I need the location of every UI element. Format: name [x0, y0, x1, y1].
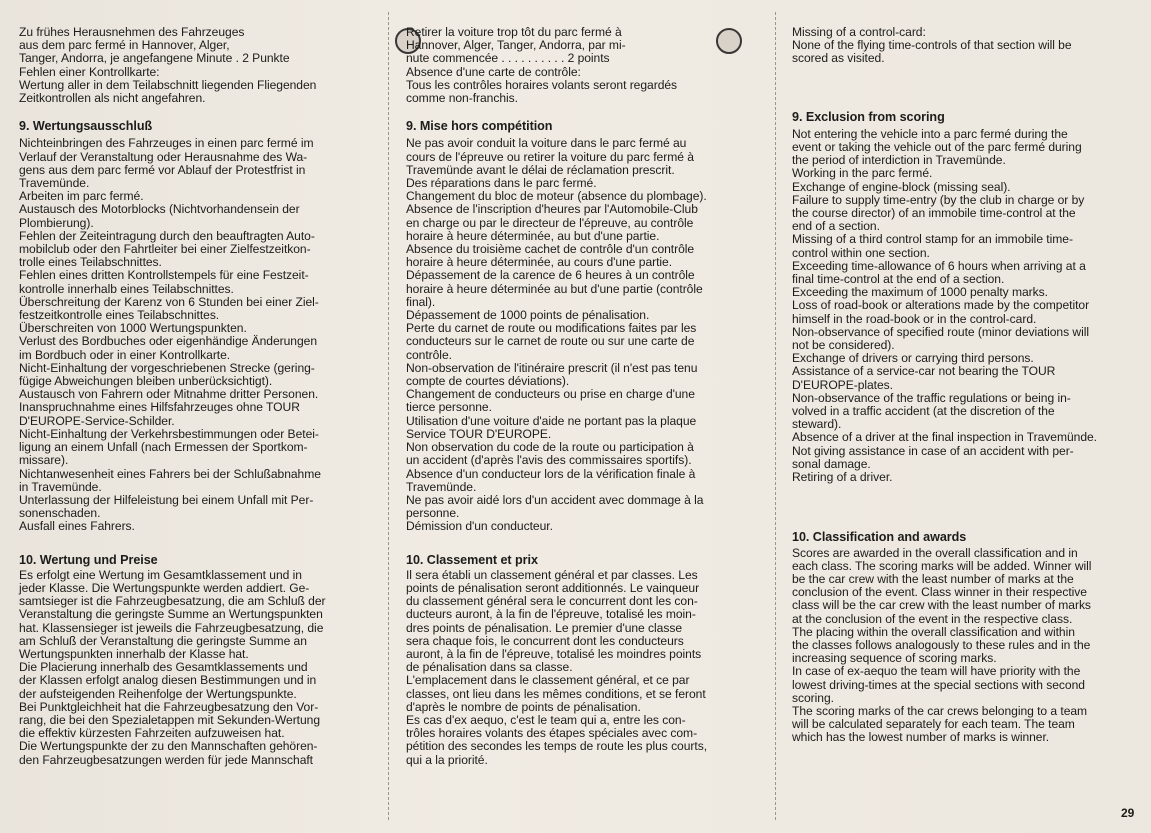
french-column [406, 26, 750, 767]
page-number: 29 [1121, 806, 1135, 820]
english-section-9-title: 9. Exclusion from scoring [792, 109, 945, 124]
french-section-9-title: 9. Mise hors compétition [406, 119, 553, 134]
german-section-10-body: Es erfolgt eine Wertung im Gesamtklassement und in jeder Klasse. Die Wertungspunkte werden addiert. Ge- samtsieger ist die Fahrzeugbesatzung, die am Schluß der Veranstaltung die geringste Summe an Wertungspunkten hat. Klassensieger ist jeweils die Fahrzeugbesatzung, die am Schluß der Veranstaltung die geringste Summe an Wertungspunkten innerhalb der Klasse hat. Die Placierung innerhalb des Gesamtklassements und der Klassen erfolgt analog diesen Bestimmungen und in der aufsteigenden Reihenfolge der Wertungspunkte. Bei Punktgleichheit hat die Fahrzeugbesatzung den Vor- rang, die bei den Spezialetappen mit Sekunden-Wertung die effektiv kürzesten Fahrzeiten aufzuweisen hat. Die Wertungspunkte der zu den Mannschaften gehören- den Fahrzeugbesatzungen werden für jede Mannschaft [19, 567, 326, 767]
french-section-10-title: 10. Classement et prix [406, 552, 538, 567]
english-section-9-body: Not entering the vehicle into a parc fermé during the event or taking the vehicle out of the parc fermé during the period of interdiction in Travemünde. Working in the parc fermé. Exchange of engine-block (missing seal). Failure to supply time-entry (by the club in charge or by the course director) of an immobile time-control at the end of a section. Missing of a third control stamp for an immobile time- control within one section. Exceeding time-allowance of 6 hours when arriving at a final time-control at the end of a section. Exceeding the maximum of 1000 penalty marks. Loss of road-book or alterations made by the competitor himself in the road-book or in the control-card. Non-observance of specified route (minor deviations will not be considered). Exchange of drivers or carrying third persons. Assistance of a service-car not bearing the TOUR D'EUROPE-plates. Non-observance of the traffic regulations or being in- volved in a traffic accident (at the discretion of the steward). Absence of a driver at the final inspection in Travemünde. Not giving assistance in case of an accident with per- sonal damage. Retiring of a driver. [792, 126, 1097, 485]
english-intro: Missing of a control-card: None of the flying time-controls of that section will be scored as visited. [792, 25, 1072, 66]
german-section-9-body: Nichteinbringen des Fahrzeuges in einen parc fermé im Verlauf der Veranstaltung oder Herausnahme des Wa- gens aus dem parc fermé vor Ablauf der Protestfrist in Travemünde. Arbeiten im parc fermé. Austausch des Motorblocks (Nichtvorhandensein der Plombierung). Fehlen der Zeiteintragung durch den beauftragten Auto- mobilclub oder den Fahrtleiter bei einer Zielfestzeitkon- trolle eines Teilabschnittes. Fehlen eines dritten Kontrollstempels für eine Festzeit- kontrolle innerhalb eines Teilabschnittes. Überschreitung der Karenz von 6 Stunden bei einer Ziel- festzeitkontrolle eines Teilabschnittes. Überschreiten von 1000 Wertungspunkten. Verlust des Bordbuches oder eigenhändige Änderungen im Bordbuch oder in einer Kontrollkarte. Nicht-Einhaltung der vorgeschriebenen Strecke (gering- fügige Abweichungen bleiben unberücksichtigt). Austausch von Fahrern oder Mitnahme dritter Personen. Inanspruchnahme eines Hilfsfahrzeuges ohne TOUR D'EUROPE-Service-Schilder. Nicht-Einhaltung der Verkehrsbestimmungen oder Betei- ligung an einem Unfall (nach Ermessen der Sportkom- missare). Nichtanwesenheit eines Fahrers bei der Schlußabnahme in Travemünde. Unterlassung der Hilfeleistung bei einem Unfall mit Per- sonenschaden. Ausfall eines Fahrers. [19, 136, 321, 534]
english-column [792, 26, 1139, 745]
french-section-9-body: Ne pas avoir conduit la voiture dans le parc fermé au cours de l'épreuve ou retirer la voiture du parc fermé à Travemünde avant le délai de réclamation prescrit. Des réparations dans le parc fermé. Changement du bloc de moteur (absence du plombage). Absence de l'inscription d'heures par l'Automobile-Club en charge ou par le directeur de l'épreuve, au contrôle horaire à heure déterminée, au but d'une partie. Absence du troisième cachet de contrôle d'un contrôle horaire à heure déterminée, au cours d'une partie. Dépassement de la carence de 6 heures à un contrôle horaire à heure déterminée au but d'une partie (contrôle final). Dépassement de 1000 points de pénalisation. Perte du carnet de route ou modifications faites par les conducteurs sur le carnet de route ou sur une carte de contrôle. Non-observation de l'itinéraire prescrit (il n'est pas tenu compte de courtes déviations). Changement de conducteurs ou prise en charge d'une tierce personne. Utilisation d'une voiture d'aide ne portant pas la plaque Service TOUR D'EUROPE. Non observation du code de la route ou participation à un accident (d'après l'avis des commissaires sportifs). Absence d'un conducteur lors de la vérification finale à Travemünde. Ne pas avoir aidé lors d'un accident avec dommage à la personne. Démission d'un conducteur. [406, 136, 707, 534]
english-section-10-body: Scores are awarded in the overall classification and in each class. The scoring marks will be added. Winner will be the car crew with the least number of marks at the conclusion of the event. Class winner in their respective class will be the car crew with the least number of marks at the conclusion of the event in the respective class. The placing within the overall classification and within the classes follows analogously to these rules and in the increasing sequence of scoring marks. In case of ex-aequo the team will have priority with the lowest driving-times at the special sections with second scoring. The scoring marks of the car crews belonging to a team will be calculated separately for each team. The team which has the lowest number of marks is winner. [792, 545, 1092, 745]
german-intro: Zu frühes Herausnehmen des Fahrzeuges aus dem parc fermé in Hannover, Alger, Tanger, Andorra, je angefangene Minute . 2 Punkte Fehlen einer Kontrollkarte: Wertung aller in dem Teilabschnitt liegenden Fliegenden Zeitkontrollen als nicht angefahren. [19, 25, 317, 106]
german-section-9-title: 9. Wertungsausschluß [19, 119, 153, 134]
column-divider [388, 12, 389, 820]
english-section-10-title: 10. Classification and awards [792, 530, 967, 545]
column-divider [775, 12, 776, 820]
german-column [19, 26, 371, 767]
french-intro: Retirer la voiture trop tôt du parc fermé à Hannover, Alger, Tanger, Andorra, par mi- nute commencée . . . . . . . . . . 2 points Absence d'une carte de contrôle: Tous les contrôles horaires volants seront regardés comme non-franchis. [406, 25, 678, 106]
french-section-10-body: Il sera établi un classement général et par classes. Les points de pénalisation seront additionnés. Le vainqueur du classement général sera le concurrent dont les con- ducteurs auront, à la fin de l'épreuve, totalisé les moin- dres points de pénalisation. Le premier d'une classe sera chaque fois, le concurrent dont les conducteurs auront, à la fin de l'épreuve, totalisé les moindres points de pénalisation dans sa classe. L'emplacement dans le classement général, et ce par classes, ont lieu dans les mêmes conditions, et se feront d'après le nombre de points de pénalisation. Es cas d'ex aequo, c'est le team qui a, entre les con- trôles horaires volants des étapes spéciales avec com- pétition des secondes les temps de route les plus courts, qui a la priorité. [406, 567, 708, 767]
german-section-10-title: 10. Wertung und Preise [19, 552, 158, 567]
